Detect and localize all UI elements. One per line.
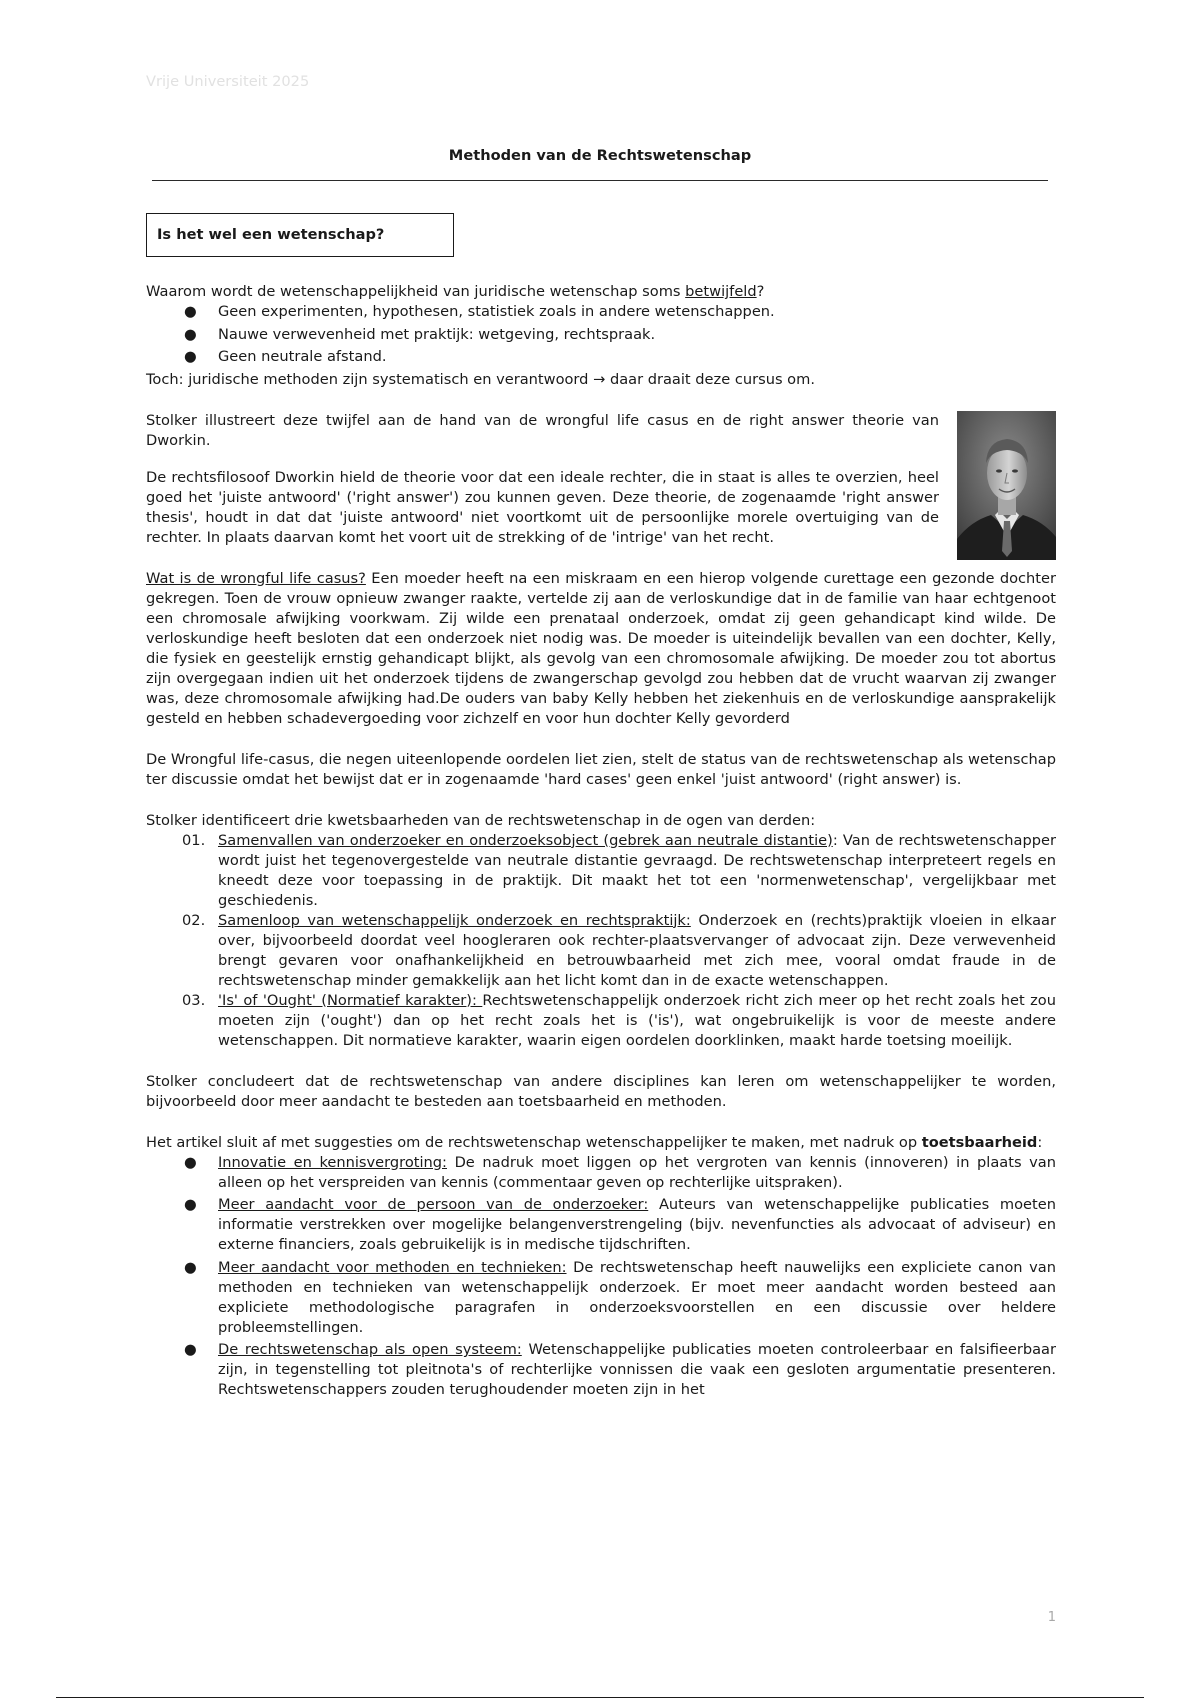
conclusion-paragraph: Stolker concludeert dat de rechtswetenschap van andere disciplines kan leren om wetenschappelijker te worden, bijvoorbeeld door meer aandacht te besteden aan toetsbaarheid en methoden. xyxy=(146,1072,1056,1110)
list-item-title: Meer aandacht voor de persoon van de onderzoeker: xyxy=(218,1196,649,1213)
suggestions-intro-end: : xyxy=(1037,1133,1043,1151)
footer-divider xyxy=(56,1697,1144,1698)
intro-question-end: ? xyxy=(756,283,765,300)
list-item xyxy=(146,347,1056,367)
title-divider xyxy=(152,180,1048,181)
list-item-title: Innovatie en kennisvergroting: xyxy=(218,1153,447,1171)
list-item-text: De nadruk moet liggen op het vergroten van kennis (innoveren) in plaats van alleen op het verspreiden van kennis (commentaar geven op rechterlijke uitspraken). xyxy=(218,1153,1056,1191)
list-item-text: Wetenschappelijke publicaties moeten controleerbaar en falsifieerbaar zijn, in tegenstelling tot pleitnota's of rechterlijke vonnissen die vaak een gesloten argumentatie presenteren. Rechtswetenschappers zouden terughoudender moeten zijn in het xyxy=(218,1341,1056,1398)
list-item xyxy=(146,325,1056,345)
intro-question-text: Waarom wordt de wetenschappelijkheid van juridische wetenschap soms xyxy=(146,283,686,300)
list-item xyxy=(146,1195,1056,1255)
list-item xyxy=(146,831,1056,911)
wrongful-life-text: Een moeder heeft na een miskraam en een hierop volgende curettage een gezonde dochter gekregen. Toen de vrouw opnieuw zwanger raakte, vertelde zij aan de verloskundige dat in de familie van haar echtgenoot een chromosale afwijking voorkwam. Zij wilde een prenataal onderzoek, omdat zij geen gehandicapt kind wilde. De verloskundige heeft besloten dat een onderzoek niet nodig was. De moeder is uiteindelijk bevallen van een dochter, Kelly, die fysiek en geestelijk ernstig gehandicapt blijkt, als gevolg van een chromosomale afwijking. De moeder zou tot abortus zijn overgegaan indien uit het onderzoek tijdens de zwangerschap gevolgd zou hebben dat de vrucht waarvan zij zwanger was, deze chromosomale afwijking had.De ouders van baby Kelly hebben het ziekenhuis en de verloskundige aansprakelijk gesteld en hebben schadevergoeding voor zichzelf en voor hun dochter Kelly gevorderd xyxy=(146,569,1056,727)
intro-question-underlined: betwijfeld xyxy=(685,283,757,300)
list-item-text: Rechtswetenschappelijk onderzoek richt zich meer op het recht zoals het zou moeten zijn ('ought') dan op het recht zoals het is ('is'), wat ongebruikelijk is voor de meeste andere wetenschappen. Dit normatieve karakter, waarin eigen oordelen doorklinken, maakt harde toetsing moeilijk. xyxy=(218,991,1056,1049)
vulnerabilities-list xyxy=(146,831,1056,1051)
list-item-text: Geen neutrale afstand. xyxy=(218,348,387,365)
section-heading-box xyxy=(146,213,454,257)
list-item-title: Samenloop van wetenschappelijk onderzoek en rechtspraktijk: xyxy=(218,911,691,929)
list-number: 01. xyxy=(182,831,206,849)
suggestions-list xyxy=(146,1153,1056,1401)
list-item xyxy=(146,991,1056,1051)
suggestions-intro-text: Het artikel sluit af met suggesties om de rechtswetenschap wetenschappelijker te maken, met nadruk op xyxy=(146,1133,922,1151)
list-item-text: Geen experimenten, hypothesen, statistiek zoals in andere wetenschappen. xyxy=(218,303,775,320)
list-item-title: De rechtswetenschap als open systeem: xyxy=(218,1341,522,1358)
page-title: Methoden van de Rechtswetenschap xyxy=(448,147,752,164)
portrait-image xyxy=(957,411,1056,560)
list-number: 02. xyxy=(182,911,206,929)
dworkin-paragraph-1: Stolker illustreert deze twijfel aan de hand van de wrongful life casus en de right answer theorie van Dworkin. xyxy=(146,411,939,449)
suggestions-emphasis: toetsbaarheid xyxy=(921,1133,1038,1151)
section-heading: Is het wel een wetenschap? xyxy=(157,226,385,243)
vulnerabilities-intro: Stolker identificeert drie kwetsbaarheden van de rechtswetenschap in de ogen van derden: xyxy=(146,811,816,829)
list-item xyxy=(146,1258,1056,1338)
bullet-icon: ● xyxy=(184,303,197,320)
wrongful-life-discussion: De Wrongful life-casus, die negen uiteenlopende oordelen liet zien, stelt de status van de rechtswetenschap als wetenschap ter discussie omdat het bewijst dat er in zogenaamde 'hard cases' geen enkel 'juist antwoord' (right answer) is. xyxy=(146,750,1056,788)
watermark: Vrije Universiteit 2025 xyxy=(146,73,310,90)
list-item-title: Samenvallen van onderzoeker en onderzoeksobject (gebrek aan neutrale distantie) xyxy=(218,831,833,849)
bullet-icon: ● xyxy=(184,1341,197,1358)
list-item xyxy=(146,302,1056,322)
wrongful-life-paragraph xyxy=(146,569,1056,729)
list-item-title: Meer aandacht voor methoden en technieken: xyxy=(218,1258,567,1276)
intro-bullet-list xyxy=(146,302,1056,367)
wrongful-life-question: Wat is de wrongful life casus? xyxy=(146,569,366,587)
list-item xyxy=(146,911,1056,991)
list-item-title: 'Is' of 'Ought' (Normatief karakter): xyxy=(218,991,483,1009)
intro-question xyxy=(146,282,1056,302)
bullet-icon: ● xyxy=(184,325,197,343)
page-number: 1 xyxy=(1047,1610,1056,1625)
list-item-text: Onderzoek en (rechts)praktijk vloeien in elkaar over, bijvoorbeeld doordat veel hoogleraren ook rechter-plaatsvervanger of advocaat zijn. Deze verwevenheid brengt gevaren voor onafhankelijkheid en betrouwbaarheid met zich mee, vooral omdat fraude in de rechtswetenschap minder gemakkelijk aan het licht komt dan in de exacte wetenschappen. xyxy=(218,911,1056,989)
bullet-icon: ● xyxy=(184,1258,197,1276)
list-item-text: De rechtswetenschap heeft nauwelijks een expliciete canon van methoden en technieken van wetenschappelijk onderzoek. Er moet meer aandacht worden besteed aan expliciete methodologische paragrafen in onderzoeksvoorstellen en een discussie over heldere probleemstellingen. xyxy=(218,1258,1056,1336)
bullet-icon: ● xyxy=(184,348,197,365)
list-item-text: : Van de rechtswetenschapper wordt juist het tegenovergestelde van neutrale distantie gevraagd. De rechtswetenschap interpreteert regels en kneedt deze voor toepassing in de praktijk. Dit maakt het tot een 'normenwetenschap', vergelijkbaar met geschiedenis. xyxy=(218,831,1056,909)
list-number: 03. xyxy=(182,991,206,1009)
list-item-text: Auteurs van wetenschappelijke publicaties moeten informatie verstrekken over mogelijke belangenverstrengeling (bijv. nevenfuncties als advocaat of adviseur) en externe financiers, zoals gebruikelijk is in medische tijdschriften. xyxy=(218,1196,1056,1253)
document-body xyxy=(146,282,1056,1403)
suggestions-intro xyxy=(146,1133,1056,1153)
list-item-text: Nauwe verwevenheid met praktijk: wetgeving, rechtspraak. xyxy=(218,325,656,343)
list-item xyxy=(146,1153,1056,1193)
dworkin-photo xyxy=(957,411,1056,560)
dworkin-paragraph-2: De rechtsfilosoof Dworkin hield de theorie voor dat een ideale rechter, die in staat is alles te overzien, heel goed het 'juiste antwoord' ('right answer') zou kunnen geven. Deze theorie, de zogenaamde 'right answer thesis', houdt in dat dat 'juiste antwoord' niet voortkomt uit de persoonlijke morele overtuiging van de rechter. In plaats daarvan komt het voort uit de strekking of de 'intrige' van het recht. xyxy=(146,468,939,546)
intro-conclusion: Toch: juridische methoden zijn systematisch en verantwoord → daar draait deze cursus om. xyxy=(146,370,815,388)
list-item xyxy=(146,1340,1056,1400)
bullet-icon: ● xyxy=(184,1196,197,1213)
bullet-icon: ● xyxy=(184,1153,197,1171)
